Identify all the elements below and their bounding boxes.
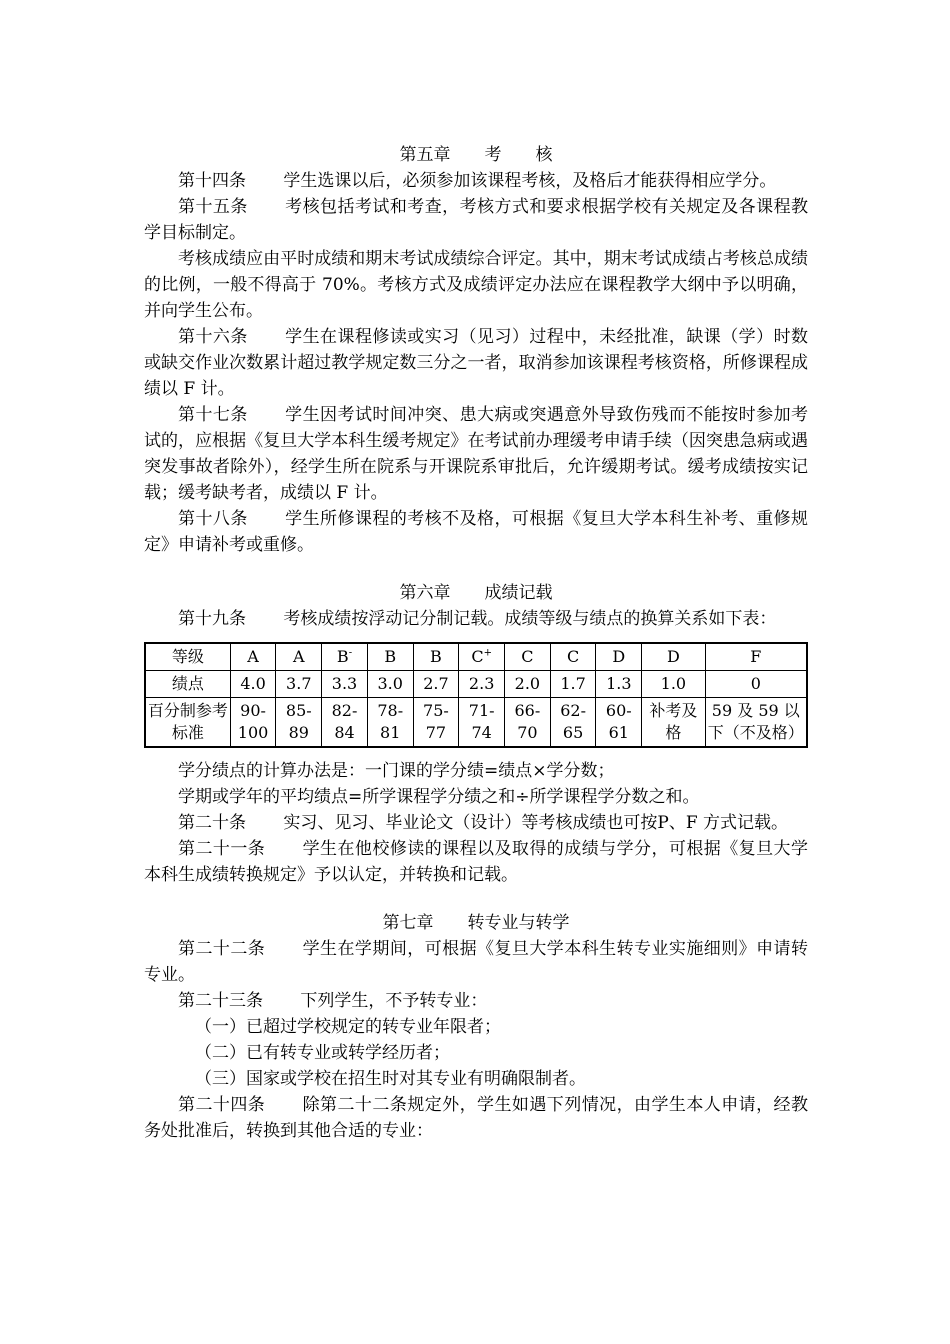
article-number: 第十八条 xyxy=(178,509,248,529)
article-15 xyxy=(144,194,808,246)
article-number: 第二十一条 xyxy=(178,839,266,859)
grade-cell: F xyxy=(705,643,807,671)
article-text: 学生所修课程的考核不及格，可根据《复旦大学本科生补考、重修规定》申请补考或重修。 xyxy=(144,509,809,555)
points-cell: 2.3 xyxy=(459,671,505,698)
article-text: 除第二十二条规定外，学生如遇下列情况，由学生本人申请，经教务处批准后，转换到其他合适的专业： xyxy=(144,1095,809,1141)
range-cell: 90-100 xyxy=(230,698,276,748)
article-number: 第二十四条 xyxy=(178,1095,266,1115)
article-number: 第十七条 xyxy=(178,405,248,425)
grade-cell: C xyxy=(505,643,551,671)
range-row xyxy=(145,698,807,748)
article-text: 考核包括考试和考查，考核方式和要求根据学校有关规定及各课程教学目标制定。 xyxy=(144,197,809,243)
article-text: 学生因考试时间冲突、患大病或突遇意外导致伤残而不能按时参加考试的，应根据《复旦大学本科生缓考规定》在考试前办理缓考申请手续（因突患急病或遇突发事故者除外），经学生所在院系与开课院系审批后，允许缓期考试。缓考成绩按实记载；缓考缺考者，成绩以 F 计。 xyxy=(144,405,809,503)
grade-cell: B- xyxy=(322,643,368,671)
gpa-formula: 学期或学年的平均绩点=所学课程学分绩之和÷所学课程学分数之和。 xyxy=(178,787,700,807)
list-item: （一）已超过学校规定的转专业年限者； xyxy=(195,1017,501,1037)
points-cell: 1.3 xyxy=(596,671,642,698)
article-number: 第十四条 xyxy=(178,171,246,191)
grade-cell: D xyxy=(642,643,705,671)
range-cell: 85-89 xyxy=(276,698,322,748)
grade-conversion-table xyxy=(144,642,808,748)
article-text: 实习、见习、毕业论文（设计）等考核成绩也可按P、F 方式记载。 xyxy=(283,813,789,833)
article-text: 学生在他校修读的课程以及取得的成绩与学分，可根据《复旦大学本科生成绩转换规定》予以认定，并转换和记载。 xyxy=(144,839,809,885)
points-cell: 1.0 xyxy=(642,671,705,698)
article-text: 学生选课以后，必须参加该课程考核，及格后才能获得相应学分。 xyxy=(283,171,777,191)
points-cell: 3.7 xyxy=(276,671,322,698)
grade-cell: A xyxy=(230,643,276,671)
article-21 xyxy=(144,836,808,888)
document-page xyxy=(144,142,808,1144)
article-text: 学生在课程修读或实习（见习）过程中，未经批准，缺课（学）时数或缺交作业次数累计超过教学规定数三分之一者，取消参加该课程考核资格，所修课程成绩以 F 计。 xyxy=(144,327,809,399)
article-number: 第二十二条 xyxy=(178,939,266,959)
article-text: 考核成绩按浮动记分制记载。成绩等级与绩点的换算关系如下表： xyxy=(283,609,777,629)
grade-cell: D xyxy=(596,643,642,671)
section-gap xyxy=(144,888,808,910)
row-label: 等级 xyxy=(145,643,230,671)
article-17 xyxy=(144,402,808,506)
grade-cell: C xyxy=(550,643,596,671)
points-cell: 2.7 xyxy=(413,671,459,698)
row-label: 百分制参考标准 xyxy=(145,698,230,748)
section-gap xyxy=(144,558,808,580)
article-text: 下列学生，不予转专业： xyxy=(300,991,488,1011)
points-cell: 0 xyxy=(705,671,807,698)
range-cell: 78-81 xyxy=(367,698,413,748)
list-item: （三）国家或学校在招生时对其专业有明确限制者。 xyxy=(195,1069,586,1089)
article-number: 第二十三条 xyxy=(178,991,263,1011)
article-18 xyxy=(144,506,808,558)
article-24 xyxy=(144,1092,808,1144)
chapter-6-title: 第六章 成绩记载 xyxy=(399,583,553,603)
grade-cell: B xyxy=(413,643,459,671)
range-cell: 66-70 xyxy=(505,698,551,748)
points-cell: 2.0 xyxy=(505,671,551,698)
range-cell: 62-65 xyxy=(550,698,596,748)
list-item: （二）已有转专业或转学经历者； xyxy=(195,1043,450,1063)
range-cell: 71-74 xyxy=(459,698,505,748)
article-text: 学生在学期间，可根据《复旦大学本科生转专业实施细则》申请转专业。 xyxy=(144,939,809,985)
points-cell: 3.3 xyxy=(322,671,368,698)
range-cell: 82-84 xyxy=(322,698,368,748)
points-cell: 3.0 xyxy=(367,671,413,698)
article-number: 第十五条 xyxy=(178,197,248,217)
grade-cell: C+ xyxy=(459,643,505,671)
article-15-paragraph-2: 考核成绩应由平时成绩和期末考试成绩综合评定。其中，期末考试成绩占考核总成绩的比例，一般不得高于 70%。考核方式及成绩评定办法应在课程教学大纲中予以明确，并向学生公布。 xyxy=(144,249,808,321)
grade-cell: B xyxy=(367,643,413,671)
article-16 xyxy=(144,324,808,402)
points-cell: 1.7 xyxy=(550,671,596,698)
article-number: 第二十条 xyxy=(178,813,246,833)
article-number: 第十六条 xyxy=(178,327,248,347)
points-cell: 4.0 xyxy=(230,671,276,698)
chapter-7-title: 第七章 转专业与转学 xyxy=(382,913,570,933)
article-20 xyxy=(144,810,808,836)
grade-cell: A xyxy=(276,643,322,671)
grade-row xyxy=(145,643,807,671)
range-cell: 75-77 xyxy=(413,698,459,748)
article-number: 第十九条 xyxy=(178,609,246,629)
points-row xyxy=(145,671,807,698)
range-cell: 60-61 xyxy=(596,698,642,748)
range-cell: 59 及 59 以下（不及格） xyxy=(705,698,807,748)
article-22 xyxy=(144,936,808,988)
row-label: 绩点 xyxy=(145,671,230,698)
range-cell: 补考及格 xyxy=(642,698,705,748)
credit-formula: 学分绩点的计算办法是：一门课的学分绩=绩点×学分数； xyxy=(178,761,615,781)
article-19 xyxy=(144,606,808,632)
article-23 xyxy=(144,988,808,1014)
chapter-5-title: 第五章 考 核 xyxy=(399,145,553,165)
article-14 xyxy=(144,168,808,194)
